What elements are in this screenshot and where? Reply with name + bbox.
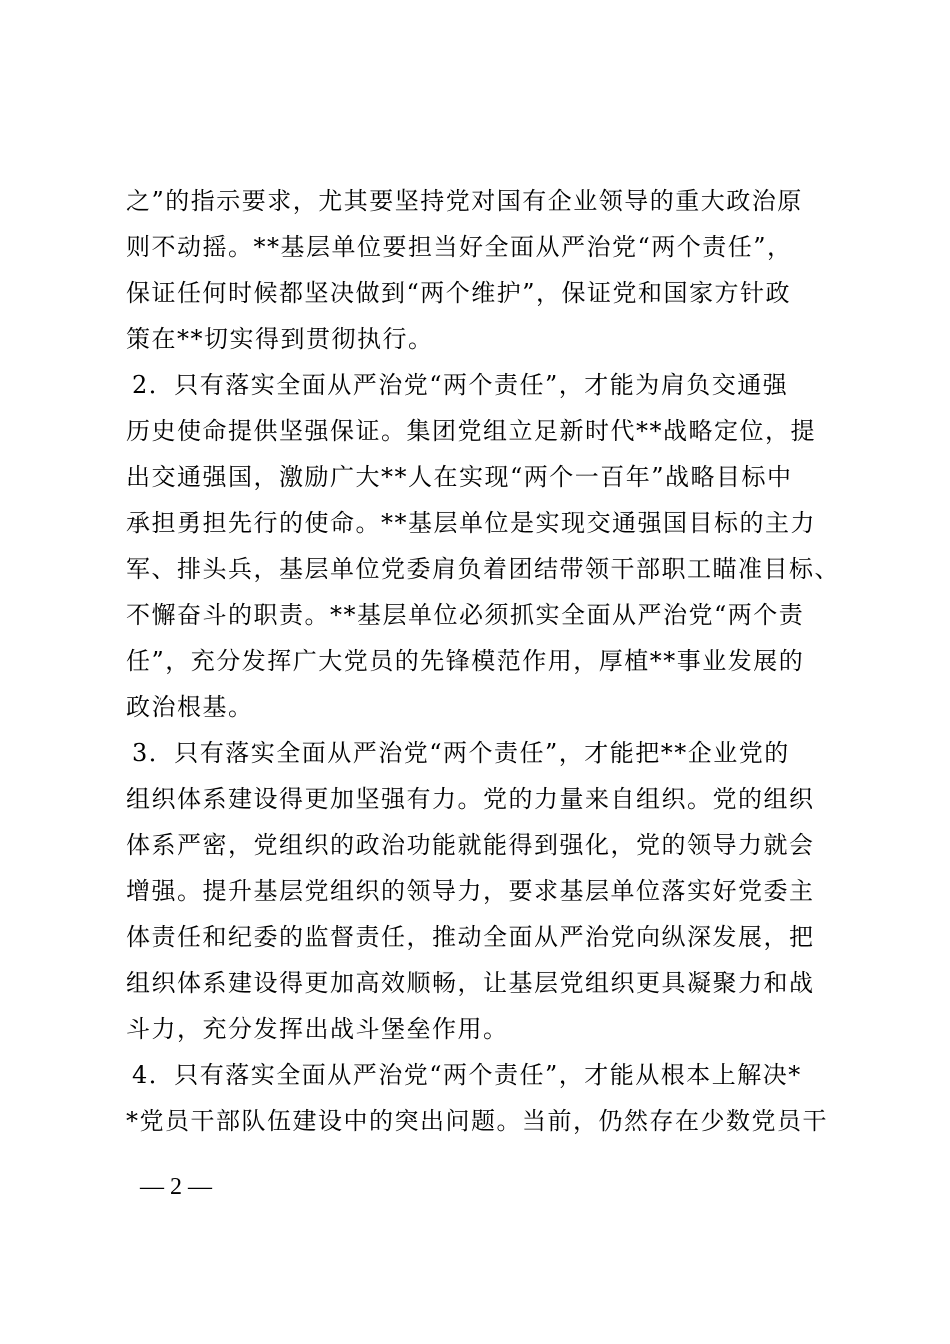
paragraph-3-first-line: 3．只有落实全面从严治党“两个责任”，才能把**企业党的 [132,739,790,767]
text-line: 之”的指示要求，尤其要坚持党对国有企业领导的重大政治原 [126,187,803,215]
text-line: 组织体系建设得更加坚强有力。党的力量来自组织。党的组织 [126,785,815,813]
text-line: 任”，充分发挥广大党员的先锋模范作用，厚植**事业发展的 [126,647,805,675]
paragraph-2-first-line: 2．只有落实全面从严治党“两个责任”，才能为肩负交通强 [132,371,789,399]
text-line: 军、排头兵，基层单位党委肩负着团结带领干部职工瞄准目标、 [126,555,840,583]
paragraph-4-first-line: 4．只有落实全面从严治党“两个责任”，才能从根本上解决* [132,1061,802,1089]
text-line: *党员干部队伍建设中的突出问题。当前，仍然存在少数党员干 [126,1107,828,1135]
text-line: 历史使命提供坚强保证。集团党组立足新时代**战略定位，提 [126,417,816,445]
text-line: 策在**切实得到贯彻执行。 [126,325,434,353]
text-line: 承担勇担先行的使命。**基层单位是实现交通强国目标的主力 [126,509,816,537]
text-line: 斗力，充分发挥出战斗堡垒作用。 [126,1015,509,1043]
body-text [126,178,838,1144]
text-line: 体系严密，党组织的政治功能就能得到强化，党的领导力就会 [126,831,815,859]
text-line: 增强。提升基层党组织的领导力，要求基层单位落实好党委主 [126,877,815,905]
text-line: 不懈奋斗的职责。**基层单位必须抓实全面从严治党“两个责 [126,601,805,629]
page-number: — 2 — [140,1174,212,1200]
text-line: 保证任何时候都坚决做到“两个维护”，保证党和国家方针政 [126,279,792,307]
text-line: 体责任和纪委的监督责任，推动全面从严治党向纵深发展，把 [126,923,815,951]
text-line: 组织体系建设得更加高效顺畅，让基层党组织更具凝聚力和战 [126,969,815,997]
text-line: 出交通强国，激励广大**人在实现“两个一百年”战略目标中 [126,463,793,491]
text-line: 则不动摇。**基层单位要担当好全面从严治党“两个责任”， [126,233,793,261]
text-line: 政治根基。 [126,693,254,721]
